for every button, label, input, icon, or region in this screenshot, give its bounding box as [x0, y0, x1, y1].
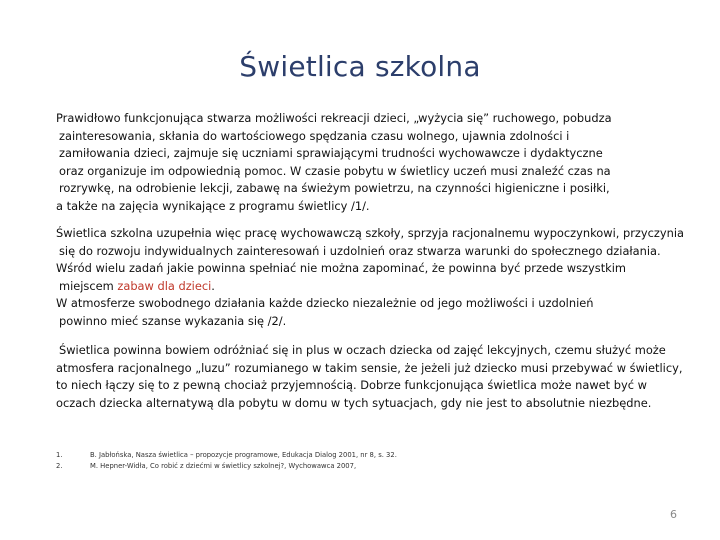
paragraph-line: W atmosferze swobodnego działania każde dziecko niezależnie od jego możliwości i uzdolnień [56, 296, 594, 311]
paragraph-line: to niech łączy się to z pewną chociaż przyjemnością. Dobrze funkcjonująca świetlica może nawet być w [56, 378, 647, 393]
page-title: Świetlica szkolna [239, 50, 481, 83]
footnote-number: 1. [56, 451, 63, 459]
paragraph-line: atmosfera racjonalnego „luzu” rozumianego w takim sensie, że jeżeli już dziecko musi przebywać w świetlicy, [56, 360, 683, 375]
line-suffix: . [211, 278, 215, 293]
paragraph-line: Świetlica powinna bowiem odróżniać się in plus w oczach dziecka od zajęć lekcyjnych, czemu służyć może [59, 343, 666, 357]
paragraph-line: zamiłowania dzieci, zajmuje się uczniami sprawiającymi trudności wychowawcze i dydaktyczne [59, 146, 603, 161]
paragraph-line: zainteresowania, skłania do wartościowego spędzania czasu wolnego, ujawnia zdolności i [59, 128, 570, 143]
paragraph-1 [56, 110, 612, 216]
footnote-number: 2. [56, 462, 63, 470]
footnotes [56, 450, 397, 472]
line-prefix: miejscem [59, 278, 118, 293]
paragraph-line: powinno mieć szanse wykazania się /2/. [59, 313, 287, 328]
paragraph-line: oraz organizuje im odpowiednią pomoc. W czasie pobytu w świetlicy uczeń musi znaleźć czas na [59, 163, 611, 178]
footnote-text: M. Hepner-Widła, Co robić z dziećmi w świetlicy szkolnej?, Wychowawca 2007, [90, 462, 357, 470]
footnote-item [56, 461, 397, 472]
paragraph-line [56, 278, 684, 296]
highlight-text: zabaw dla dzieci [117, 278, 212, 293]
paragraph-3 [56, 342, 682, 412]
paragraph-2 [56, 225, 684, 331]
footnote-text: B. Jabłońska, Nasza świetlica – propozycje programowe, Edukacja Dialog 2001, nr 8, s. 32. [90, 451, 397, 459]
footnote-item [56, 450, 397, 461]
paragraph-line: Prawidłowo funkcjonująca stwarza możliwości rekreacji dzieci, „wyżycia się” ruchowego, pobudza [56, 111, 612, 125]
paragraph-line: się do rozwoju indywidualnych zainteresowań i uzdolnień oraz stwarza warunki do społecznego działania. [59, 243, 661, 258]
paragraph-line: Świetlica szkolna uzupełnia więc pracę wychowawczą szkoły, sprzyja racjonalnemu wypoczynkowi, przyczynia [56, 226, 684, 240]
paragraph-line: Wśród wielu zadań jakie powinna spełniać nie można zapominać, że powinna być przede wszystkim [56, 261, 627, 276]
paragraph-line: oczach dziecka alternatywą dla pobytu w domu w tych sytuacjach, gdy nie jest to absolutnie niezbędne. [56, 395, 652, 410]
paragraph-line: rozrywkę, na odrobienie lekcji, zabawę na świeżym powietrzu, na czynności higieniczne i posiłki, [59, 181, 610, 196]
page-number: 6 [670, 508, 677, 521]
paragraph-line: a także na zajęcia wynikające z programu świetlicy /1/. [56, 198, 370, 213]
